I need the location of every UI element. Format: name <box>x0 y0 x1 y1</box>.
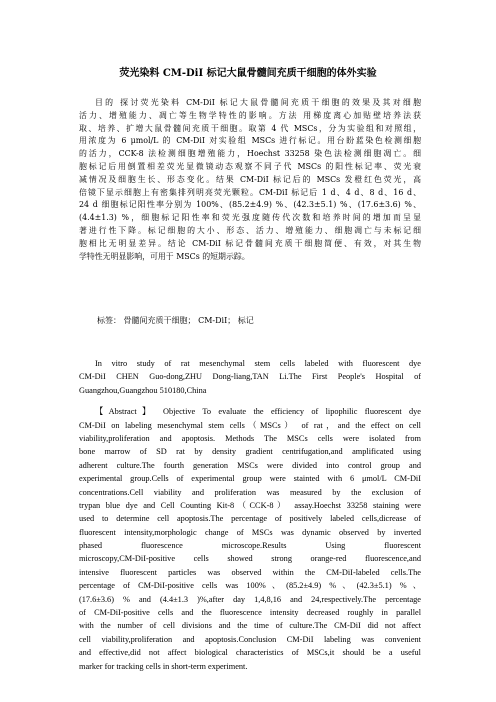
english-line: CM-DiI on labeling mesenchymal stem cells（MSCs） of rat，and the effect on cell <box>79 420 421 430</box>
english-abstract <box>79 357 421 673</box>
english-line: adherent culture.The fourth generation MSCs were divided into control group and <box>79 460 421 470</box>
chinese-abstract <box>79 97 421 263</box>
abstract-line: (4.4±1.3) %，细胞标记阳性率和荧光强度随传代次数和培养时间的增加而呈显 <box>79 213 421 223</box>
english-line: Guangzhou,Guangzhou 510180,China <box>79 385 207 395</box>
english-line: microscopy,CM-DiI-positive cells showed strong orange-red fluorescence,and <box>79 554 421 564</box>
english-line: used to determine cell apoptosis.The percentage of positively labeled cells,dicrease of <box>79 514 421 524</box>
abstract-line: 的活力，CCK-8 法检测细胞增殖能力，Hoechst 33258 染色法检测细胞凋亡。细 <box>79 149 421 159</box>
abstract-line: 用浓度为 6 μmol/L 的 CM-DiI 对实验组 MSCs 进行标记。用台盼蓝染色检测细胞 <box>79 136 421 146</box>
english-line: viability,proliferation and apoptosis. Methods The MSCs cells were isolated from <box>79 433 421 443</box>
abstract-line: 目的 探讨荧光染料 CM-DiI 标记大鼠骨髓间充质干细胞的效果及其对细胞 <box>95 98 421 107</box>
english-line: In vitro study of rat mesenchymal stem cells labeled with fluorescent dye <box>95 359 421 368</box>
english-line: trypan blue dye and Cell Counting Kit-8（CCK-8） assay.Hoechst 33258 staining were <box>79 500 421 510</box>
english-line: bone marrow of SD rat by density gradient centrifugation,and amplificated using <box>79 447 421 457</box>
abstract-line: 活力、增殖能力、凋亡等生物学特性的影响。方法 用梯度离心加贴壁培养法获 <box>79 110 421 120</box>
english-line: of CM-DiI-positive cells and the fluorescence intensity decreased roughly in parallel <box>79 608 421 618</box>
english-line: marker for tracking cells in short-term experiment. <box>79 661 248 671</box>
english-line: fluorescent intensity,morphologic change of MSCs was dynamic observed by inverted <box>79 527 421 537</box>
english-line: cell viability,proliferation and apoptosis.Conclusion CM-DiI labeling was convenient <box>79 634 421 644</box>
english-line: phased fluorescence microscope.Results Using fluorescent <box>79 541 421 551</box>
english-line: concentrations.Cell viability and proliferation was measured by the exclusion of <box>79 487 421 497</box>
english-line: percentage of CM-DiI-positive cells was 100%、(85.2±4.9) %、(42.3±5.1) %、 <box>79 581 421 591</box>
english-line: (17.6±3.6) % and (4.4±1.3 )%,after day 1,4,8,16 and 24,respectively.The percentage <box>79 594 421 604</box>
english-line: with the number of cell divisions and the time of culture.The CM-DiI did not affect <box>79 621 421 631</box>
abstract-line: 胞标记后用倒置相差荧光显微镜动态观察不同子代 MSCs 的阳性标记率、荧光衰 <box>79 161 421 171</box>
abstract-line: 取、培养、扩增大鼠骨髓间充质干细胞。取第 4 代 MSCs，分为实验组和对照组， <box>79 123 421 133</box>
english-line: experimental group.Cells of experimental group were stainted with 6 μmol/L CM-DiI <box>79 474 421 484</box>
english-line: and effective,did not affect biological characteristics of MSCs,it should be a useful <box>79 648 421 658</box>
abstract-line: 著进行性下降。标记细胞的大小、形态、活力、增殖能力、细胞凋亡与未标记细 <box>79 225 421 235</box>
english-line: intensive fluorescent particles was observed within the CM-DiI-labeled cells.The <box>79 567 421 577</box>
english-line: CM-DiI CHEN Guo-dong,ZHU Dong-liang,TAN Li.The First People's Hospital of <box>79 372 421 382</box>
abstract-line: 胞相比无明显差异。结论 CM-DiI 标记骨髓间充质干细胞简便、有效，对其生物 <box>79 238 421 248</box>
abstract-line: 减情况及细胞生长、形态变化。结果 CM-DiI 标记后的 MSCs 发橙红色荧光，高 <box>79 174 421 184</box>
abstract-line: 倍镜下显示细胞上有密集排列明亮荧光颗粒。CM-DiI 标记后 1 d、4 d、8 d、16 d、 <box>79 187 421 197</box>
paper-title: 荧光染料 CM-DiI 标记大鼠骨髓间充质干细胞的体外实验 <box>119 68 377 79</box>
english-spacer <box>79 397 421 405</box>
english-line: 【Abstract】 Objective To evaluate the efficiency of lipophilic fluorescent dye <box>95 407 421 417</box>
keywords-line: 标签： 骨髓间充质干细胞； CM-DiI； 标记 <box>97 316 254 325</box>
abstract-line: 学特性无明显影响，可用于 MSCs 的短期示踪。 <box>79 251 250 261</box>
abstract-line: 24 d 细胞标记阳性率分别为 100%、(85.2±4.9) %、(42.3±5.1) %、(17.6±3.6) %、 <box>79 200 421 210</box>
